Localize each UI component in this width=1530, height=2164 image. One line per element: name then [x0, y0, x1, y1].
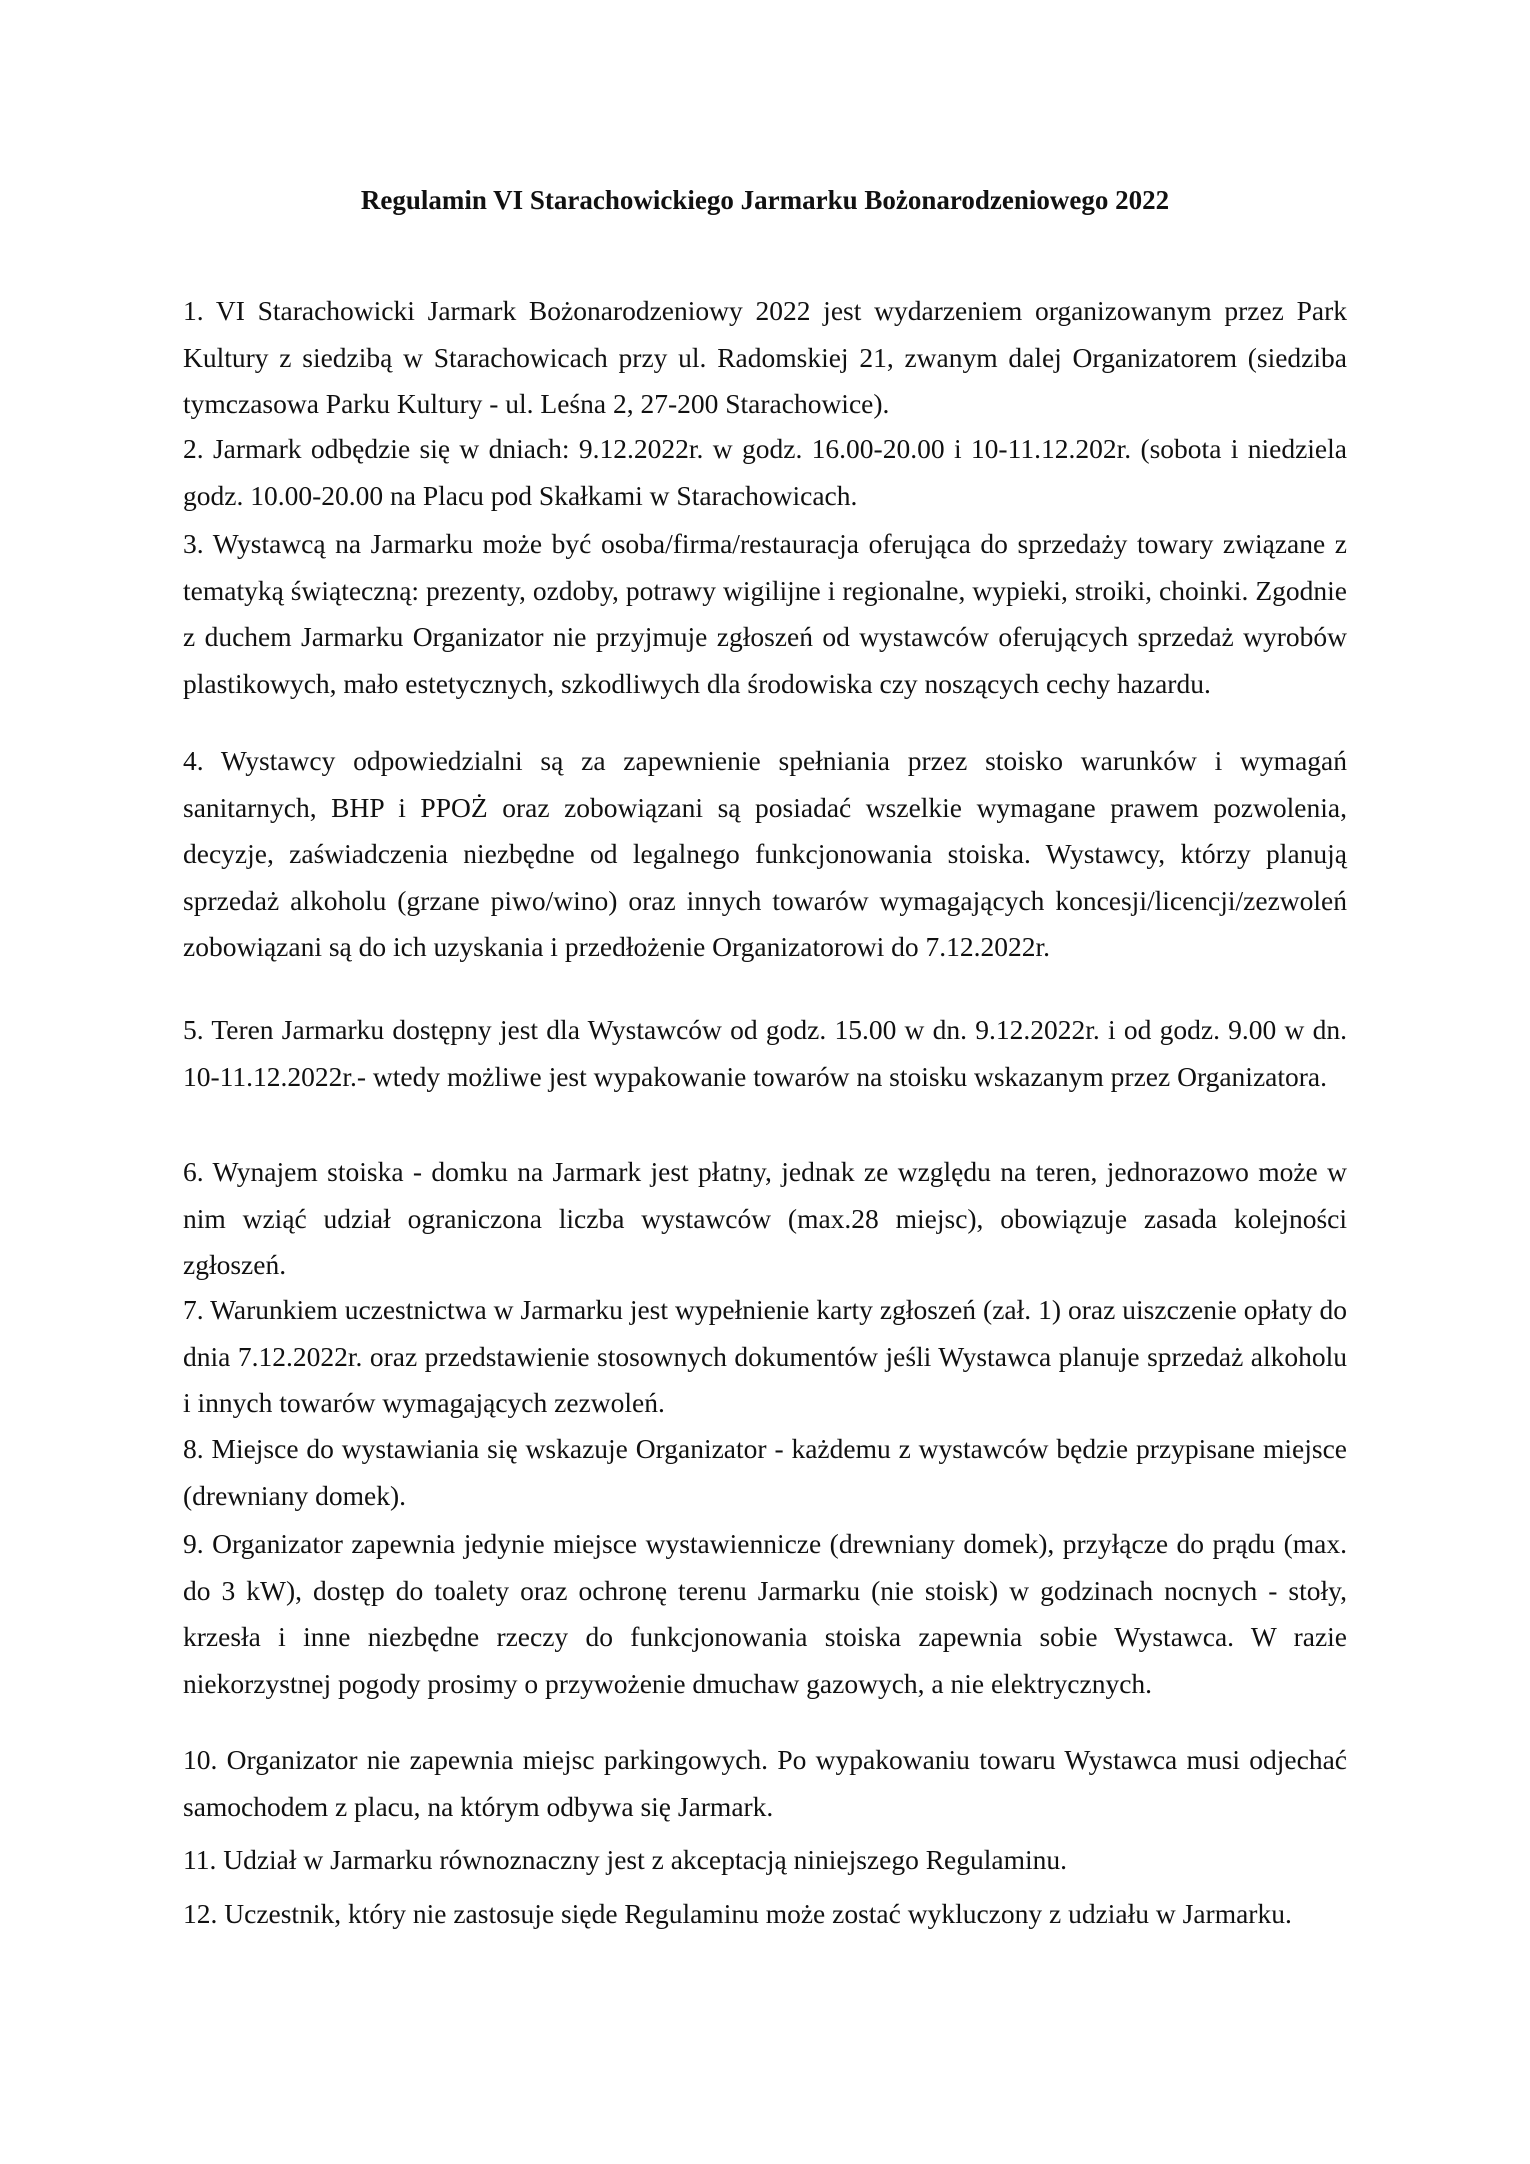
regulation-point-10: 10. Organizator nie zapewnia miejsc parkingowych. Po wypakowaniu towaru Wystawca musi odjechać samochodem z placu, na którym odbywa się Jarmark. — [183, 1744, 1347, 1822]
regulation-point-7: 7. Warunkiem uczestnictwa w Jarmarku jest wypełnienie karty zgłoszeń (zał. 1) oraz uiszczenie opłaty do dnia 7.12.2022r. oraz przedstawienie stosownych dokumentów jeśli Wystawca planuje sprzedaż alkoholu i innych towarów wymagających zezwoleń. — [183, 1294, 1347, 1418]
regulation-point-9: 9. Organizator zapewnia jedynie miejsce wystawiennicze (drewniany domek), przyłącze do prądu (max. do 3 kW), dostęp do toalety oraz ochronę terenu Jarmarku (nie stoisk) w godzinach nocnych - stoły, krzesła i inne niezbędne rzeczy do funkcjonowania stoiska zapewnia sobie Wystawca. W razie niekorzystnej pogody prosimy o przywożenie dmuchaw gazowych, a nie elektrycznych. — [183, 1528, 1347, 1699]
regulation-point-8: 8. Miejsce do wystawiania się wskazuje Organizator - każdemu z wystawców będzie przypisane miejsce (drewniany domek). — [183, 1433, 1347, 1511]
regulation-point-2: 2. Jarmark odbędzie się w dniach: 9.12.2022r. w godz. 16.00-20.00 i 10-11.12.202r. (sobota i niedziela godz. 10.00-20.00 na Placu pod Skałkami w Starachowicach. — [183, 433, 1347, 511]
regulation-point-11: 11. Udział w Jarmarku równoznaczny jest z akceptacją niniejszego Regulaminu. — [183, 1844, 1068, 1875]
regulation-point-4: 4. Wystawcy odpowiedzialni są za zapewnienie spełniania przez stoisko warunków i wymagań sanitarnych, BHP i PPOŻ oraz zobowiązani są posiadać wszelkie wymagane prawem pozwolenia, decyzje, zaświadczenia niezbędne od legalnego funkcjonowania stoiska. Wystawcy, którzy planują sprzedaż alkoholu (grzane piwo/wino) oraz innych towarów wymagających koncesji/licencji/zezwoleń zobowiązani są do ich uzyskania i przedłożenie Organizatorowi do 7.12.2022r. — [183, 745, 1347, 962]
regulation-point-1: 1. VI Starachowicki Jarmark Bożonarodzeniowy 2022 jest wydarzeniem organizowanym przez Park Kultury z siedzibą w Starachowicach przy ul. Radomskiej 21, zwanym dalej Organizatorem (siedziba tymczasowa Parku Kultury - ul. Leśna 2, 27-200 Starachowice). — [183, 295, 1347, 419]
regulation-point-6: 6. Wynajem stoiska - domku na Jarmark jest płatny, jednak ze względu na teren, jednorazowo może w nim wziąć udział ograniczona liczba wystawców (max.28 miejsc), obowiązuje zasada kolejności zgłoszeń. — [183, 1156, 1347, 1280]
regulation-point-5: 5. Teren Jarmarku dostępny jest dla Wystawców od godz. 15.00 w dn. 9.12.2022r. i od godz. 9.00 w dn. 10-11.12.2022r.- wtedy możliwe jest wypakowanie towarów na stoisku wskazanym przez Organizatora. — [183, 1014, 1347, 1092]
regulation-point-3: 3. Wystawcą na Jarmarku może być osoba/firma/restauracja oferująca do sprzedaży towary związane z tematyką świąteczną: prezenty, ozdoby, potrawy wigilijne i regionalne, wypieki, stroiki, choinki. Zgodnie z duchem Jarmarku Organizator nie przyjmuje zgłoszeń od wystawców oferujących sprzedaż wyrobów plastikowych, mało estetycznych, szkodliwych dla środowiska czy noszących cechy hazardu. — [183, 528, 1347, 699]
document-title: Regulamin VI Starachowickiego Jarmarku Bożonarodzeniowego 2022 — [360, 185, 1170, 215]
regulation-point-12: 12. Uczestnik, który nie zastosuje sięde Regulaminu może zostać wykluczony z udziału w Jarmarku. — [183, 1898, 1292, 1929]
